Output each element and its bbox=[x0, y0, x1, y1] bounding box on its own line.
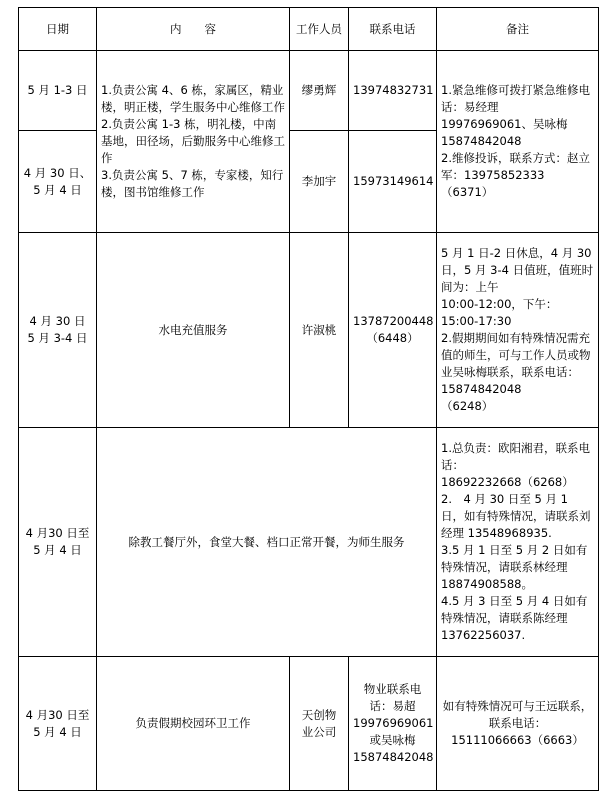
dining-notes-line: 4.5 月 3 日至 5 月 4 日如有特殊情况，请联系陈经理 bbox=[441, 594, 588, 625]
sanitation-notes-line: 15111066663（6663） bbox=[451, 733, 584, 747]
utility-notes-line: 15:00-17:30 bbox=[441, 314, 512, 328]
sanitation-phone-line: 话：易超 bbox=[369, 699, 416, 713]
sanitation-phone-line: 15874842048 bbox=[353, 750, 434, 764]
repair-content bbox=[97, 51, 290, 233]
header-phone: 联系电话 bbox=[349, 8, 437, 51]
sanitation-phone bbox=[349, 657, 437, 791]
utility-date bbox=[19, 233, 97, 428]
sanitation-notes bbox=[437, 657, 599, 791]
dining-date bbox=[19, 428, 97, 657]
sanitation-row bbox=[19, 657, 599, 791]
repair-date-b-line: 4 月 30 日、 bbox=[23, 165, 92, 180]
repair-notes-line: 2.维修投诉，联系方式：赵立军：13975852333 bbox=[441, 151, 590, 182]
sanitation-date bbox=[19, 657, 97, 791]
repair-content-line: 3.负责公寓 5、7 栋，专家楼，知行楼，图书馆维修工作 bbox=[101, 168, 284, 199]
sanitation-content: 负责假期校园环卫工作 bbox=[97, 657, 290, 791]
utility-notes bbox=[437, 233, 599, 428]
utility-notes-line: 2.假期期间如有特殊情况需充值的师生，可与工作人员或物业吴咏梅联系，联系电话：15874842048 bbox=[441, 331, 591, 396]
repair-content-line: 1.负责公寓 4、6 栋，家属区，精业楼，明正楼，学生服务中心维修工作 bbox=[101, 83, 285, 114]
utility-staff: 许淑桃 bbox=[290, 233, 349, 428]
utility-date-line: 4 月 30 日 bbox=[29, 314, 86, 328]
utility-phone bbox=[349, 233, 437, 428]
repair-notes-line: 1.紧急维修可拨打紧急维修电话：易经理 bbox=[441, 83, 590, 114]
sanitation-staff-line: 业公司 bbox=[301, 724, 337, 739]
header-row bbox=[19, 8, 599, 51]
repair-phone-b: 15973149614 bbox=[349, 131, 437, 233]
dining-notes-line: 1.总负责：欧阳湘君，联系电话： bbox=[441, 441, 590, 472]
dining-notes bbox=[437, 428, 599, 657]
sanitation-staff-line: 天创物 bbox=[301, 707, 337, 722]
sanitation-phone-line: 19976969061 bbox=[353, 716, 434, 730]
sanitation-staff bbox=[290, 657, 349, 791]
dining-content: 除教工餐厅外，食堂大餐、档口正常开餐，为师生服务 bbox=[97, 428, 437, 657]
repair-date-b-line: 5 月 4 日 bbox=[33, 182, 82, 197]
utility-row bbox=[19, 233, 599, 428]
sanitation-date-line: 5 月 4 日 bbox=[33, 724, 82, 739]
utility-phone-line: （6448） bbox=[366, 331, 419, 345]
header-notes: 备注 bbox=[437, 8, 599, 51]
utility-notes-line: （6248） bbox=[441, 399, 494, 413]
dining-notes-line: 3.5 月 1 日至 5 月 2 日如有特殊情况，请联系林经理 18874908588。 bbox=[441, 543, 588, 591]
repair-notes-line: 15874842048 bbox=[441, 134, 522, 148]
repair-row-a bbox=[19, 51, 599, 131]
dining-date-line: 4 月30 日至 bbox=[25, 526, 90, 540]
dining-date-line: 5 月 4 日 bbox=[33, 543, 82, 557]
sanitation-phone-line: 或吴咏梅 bbox=[369, 733, 416, 747]
dining-notes-line: 13762256037. bbox=[441, 628, 526, 642]
repair-date-b bbox=[19, 131, 97, 233]
header-content: 内 容 bbox=[97, 8, 290, 51]
sanitation-phone-line: 物业联系电 bbox=[363, 682, 422, 696]
repair-notes-line: 19976969061、吴咏梅 bbox=[441, 117, 568, 131]
repair-notes-line: （6371） bbox=[441, 185, 494, 199]
utility-phone-line: 13787200448 bbox=[353, 314, 434, 328]
repair-staff-b: 李加宇 bbox=[290, 131, 349, 233]
repair-date-a: 5 月 1-3 日 bbox=[19, 51, 97, 131]
utility-notes-line: 10:00-12:00，下午： bbox=[441, 297, 558, 311]
utility-notes-line: 5 月 1 日-2 日休息，4 月 30 日，5 月 3-4 日值班，值班时间为：上午 bbox=[441, 246, 594, 294]
utility-content: 水电充值服务 bbox=[97, 233, 290, 428]
sanitation-date-line: 4 月30 日至 bbox=[25, 707, 90, 722]
repair-phone-a: 13974832731 bbox=[349, 51, 437, 131]
dining-notes-line: 18692232668（6268） bbox=[441, 475, 574, 489]
repair-notes bbox=[437, 51, 599, 233]
duty-schedule-table bbox=[18, 7, 599, 791]
header-date: 日期 bbox=[19, 8, 97, 51]
dining-row bbox=[19, 428, 599, 657]
header-staff: 工作人员 bbox=[290, 8, 349, 51]
repair-content-line: 2.负责公寓 1-3 栋，明礼楼，中南基地，田径场，后勤服务中心维修工作 bbox=[101, 117, 285, 165]
utility-date-line: 5 月 3-4 日 bbox=[27, 331, 88, 345]
sanitation-notes-line: 如有特殊情况可与王远联系，联系电话： bbox=[442, 699, 593, 730]
dining-notes-line: 2. 4 月 30 日至 5 月 1 日，如有特殊情况，请联系刘经理 13548968935. bbox=[441, 492, 591, 540]
repair-staff-a: 缪勇辉 bbox=[290, 51, 349, 131]
